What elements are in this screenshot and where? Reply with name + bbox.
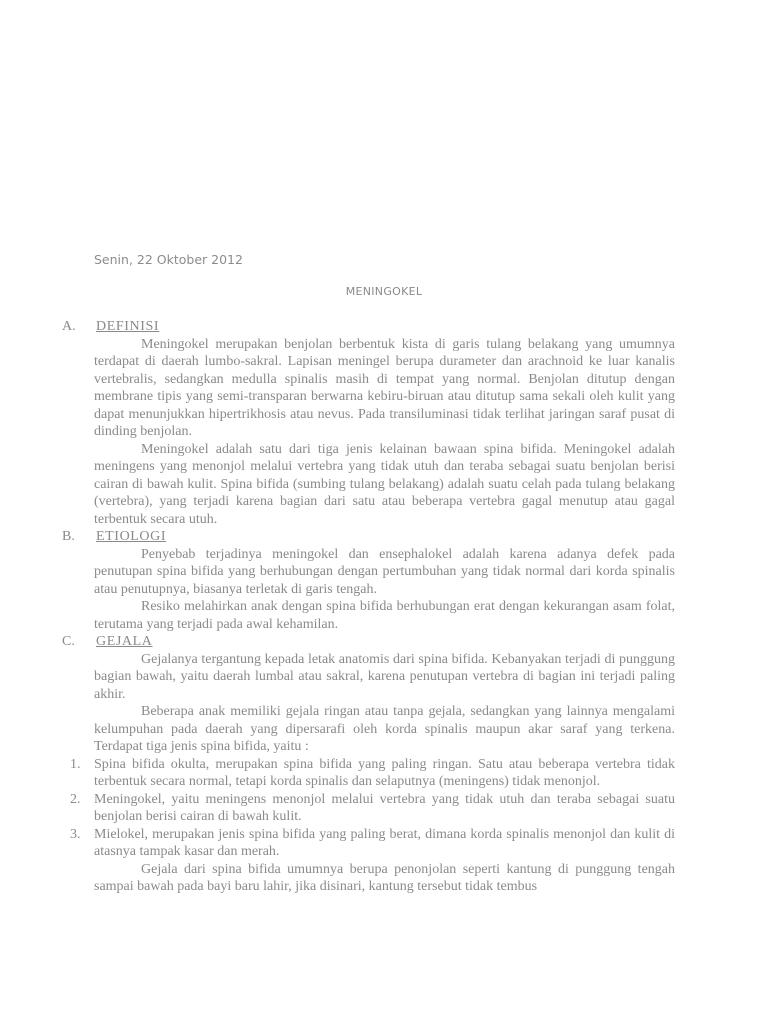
section-title: GEJALA: [96, 634, 153, 649]
section-heading-definisi: [0, 318, 768, 336]
section-heading-etiologi: [0, 528, 768, 546]
section-title: DEFINISI: [96, 319, 160, 334]
document-body: [0, 318, 768, 896]
document-date: Senin, 22 Oktober 2012: [94, 252, 243, 267]
paragraph: Beberapa anak memiliki gejala ringan atau tanpa gejala, sedangkan yang lainnya mengalami kelumpuhan pada daerah yang dipersarafi oleh korda spinalis maupun akar saraf yang terkena. Terdapat tiga jenis spina bifida, yaitu :: [94, 704, 675, 754]
section-letter: B.: [62, 529, 75, 544]
list-item: [70, 826, 675, 861]
list-item: [70, 791, 675, 826]
paragraph: Resiko melahirkan anak dengan spina bifida berhubungan erat dengan kekurangan asam folat, terutama yang terjadi pada awal kehamilan.: [94, 599, 675, 632]
list-number: 3.: [70, 826, 81, 842]
document-title: MENINGOKEL: [345, 285, 423, 298]
list-number: 2.: [70, 791, 81, 807]
section-letter: C.: [62, 634, 75, 649]
list-item: [70, 756, 675, 791]
section-letter: A.: [62, 319, 76, 334]
paragraph: Meningokel adalah satu dari tiga jenis kelainan bawaan spina bifida. Meningokel adalah meningens yang menonjol melalui vertebra yang tidak utuh dan teraba sebagai suatu benjolan berisi cairan di bawah kulit. Spina bifida (sumbing tulang belakang) adalah suatu celah pada tulang belakang (vertebra), yang terjadi karena bagian dari satu atau beberapa vertebra gagal menutup atau gagal terbentuk secara utuh.: [94, 441, 675, 527]
paragraph: Meningokel merupakan benjolan berbentuk kista di garis tulang belakang yang umumnya terdapat di daerah lumbo-sakral. Lapisan meningel berupa durameter dan arachnoid ke luar kanalis vertebralis, sedangkan medulla spinalis masih di tempat yang normal. Benjolan ditutup dengan membrane tipis yang semi-transparan berwarna kebiru-biruan atau ditutup sama sekali oleh kulit yang dapat menunjukkan hipertrikhosis atau nevus. Pada transiluminasi tidak terlihat jaringan saraf pusat di dinding benjolan.: [94, 336, 675, 439]
list-text: Spina bifida okulta, merupakan spina bifida yang paling ringan. Satu atau beberapa vertebra tidak terbentuk secara normal, tetapi korda spinalis dan selaputnya (meningens) tidak menonjol.: [94, 756, 675, 789]
section-heading-gejala: [0, 633, 768, 651]
list-text: Mielokel, merupakan jenis spina bifida yang paling berat, dimana korda spinalis menonjol dan kulit di atasnya tampak kasar dan merah.: [94, 826, 675, 859]
list-text: Meningokel, yaitu meningens menonjol melalui vertebra yang tidak utuh dan teraba sebagai suatu benjolan berisi cairan di bawah kulit.: [94, 791, 675, 824]
paragraph: Gejala dari spina bifida umumnya berupa penonjolan seperti kantung di punggung tengah sampai bawah pada bayi baru lahir, jika disinari, kantung tersebut tidak tembus: [94, 861, 675, 894]
list-number: 1.: [70, 756, 81, 772]
paragraph: Penyebab terjadinya meningokel dan ensephalokel adalah karena adanya defek pada penutupan spina bifida yang berhubungan dengan pertumbuhan yang tidak normal dari korda spinalis atau penutupnya, biasanya terletak di garis tengah.: [94, 546, 675, 597]
section-title: ETIOLOGI: [96, 529, 167, 544]
paragraph: Gejalanya tergantung kepada letak anatomis dari spina bifida. Kebanyakan terjadi di punggung bagian bawah, yaitu daerah lumbal atau sakral, karena penutupan vertebra di bagian ini terjadi paling akhir.: [94, 651, 675, 702]
